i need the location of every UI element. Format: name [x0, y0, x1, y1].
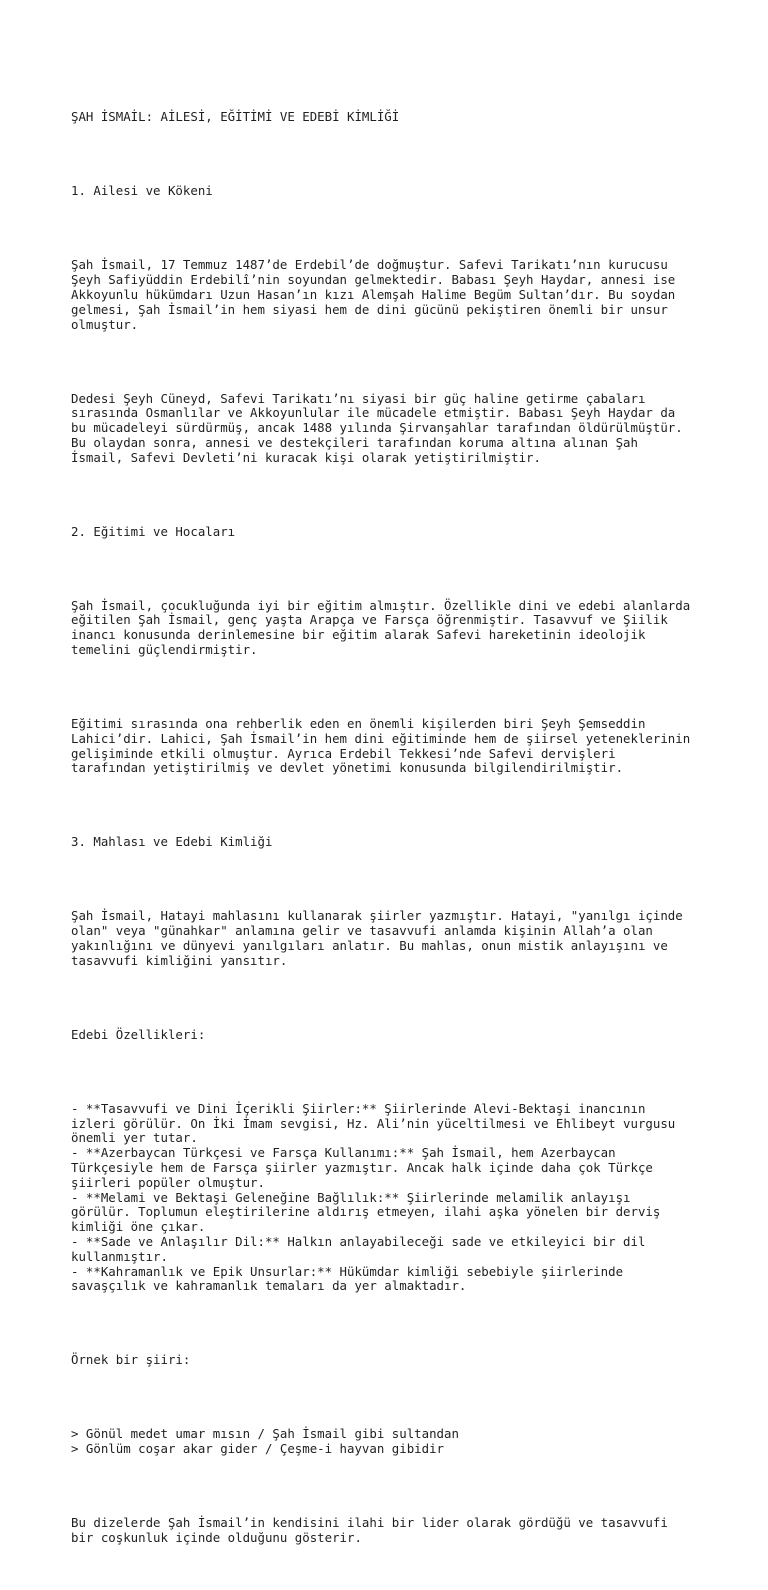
list-item: - **Melami ve Bektaşi Geleneğine Bağlılık:** Şiirlerinde melamilik anlayışı — [71, 1189, 631, 1205]
section-3-heading: 3. Mahlası ve Edebi Kimliği — [71, 834, 273, 850]
features-list: - **Tasavvufi ve Dini İçerikli Şiirler:** Şiirlerinde Alevi-Bektaşi inancının izleri görülür. On İki İmam sevgisi, Hz. Ali’nin yüceltilmesi ve Ehlibeyt vurgusu önemli yer tutar. - **Azerbaycan Türkçesi ve Farsça Kullanımı:** Şah İsmail, hem Azerbaycan Türkçesiyle hem de Farsça şiirler yazmıştır. Ancak halk içinde daha çok Türkçe şiirleri popüler olmuştur. - **Melami ve Bektaşi Geleneğine Bağlılık:** Şiirlerinde melamilik anlayışı görülür. Toplumun eleştirilerine aldırış etmeyen, ilahi aşka yönelen bir derviş kimliği öne çıkar. - **Sade ve Anlaşılır Dil:** Halkın anlayabileceği sade ve etkileyici bir dil kullanmıştır. - **Kahramanlık ve Epik Unsurlar:** Hükümdar kimliği sebebiyle şiirlerinde savaşçılık ve kahramanlık temaları da yer almaktadır. — [71, 1102, 711, 1294]
closing-paragraph: Bu dizelerde Şah İsmail’in kendisini ilahi bir lider olarak gördüğü ve tasavvufi bir coşkunluk içinde olduğunu gösterir. — [71, 1515, 668, 1545]
section-1-paragraph-2: Dedesi Şeyh Cüneyd, Safevi Tarikatı’nı siyasi bir güç haline getirme çabaları sırasında Osmanlılar ve Akkoyunlular ile mücadele etmiştir. Babası Şeyh Haydar da bu mücadeleyi sürdürmüş, ancak 1488 yılında Şirvanşahlar tarafından öldürülmüştür. Bu olaydan sonra, annesi ve destekçileri tarafından koruma altına alınan Şah İsmail, Safevi Devleti’ni kuracak kişi olarak yetiştirilmiştir. — [71, 390, 683, 465]
section-2-paragraph-2: Eğitimi sırasında ona rehberlik eden en önemli kişilerden biri Şeyh Şemseddin Lahici’dir. Lahici, Şah İsmail’in hem dini eğitiminde hem de şiirsel yeteneklerinin gelişiminde etkili olmuştur. Ayrıca Erdebil Tekkesi’nde Safevi dervişleri tarafından yetiştirilmiş ve devlet yönetimi konusunda bilgilendirilmiştir. — [71, 716, 691, 776]
list-item: - **Tasavvufi ve Dini İçerikli Şiirler:** Şiirlerinde Alevi-Bektaşi inancının — [71, 1100, 646, 1116]
poem-quote: > Gönül medet umar mısın / Şah İsmail gibi sultandan > Gönlüm coşar akar gider / Çeşme-i hayvan gibidir — [71, 1426, 459, 1457]
section-2-heading: 2. Eğitimi ve Hocaları — [71, 523, 236, 539]
section-3-paragraph-1: Şah İsmail, Hatayi mahlasını kullanarak şiirler yazmıştır. Hatayi, "yanılgı içinde olan" veya "günahkar" anlamına gelir ve tasavvufi anlamda kişinin Allah’a olan yakınlığını ve dünyevi yanılgıları anlatır. Bu mahlas, onun mistik anlayışını ve tasavvufi kimliğini yansıtır. — [71, 908, 683, 968]
section-2-paragraph-1: Şah İsmail, çocukluğunda iyi bir eğitim almıştır. Özellikle dini ve edebi alanlarda eğitilen Şah İsmail, genç yaşta Arapça ve Farsça öğrenmiştir. Tasavvuf ve Şiilik inancı konusunda derinlemesine bir eğitim alarak Safevi hareketinin ideolojik temelini güçlendirmiştir. — [71, 597, 691, 658]
section-1-heading: 1. Ailesi ve Kökeni — [71, 183, 213, 199]
document-page — [71, 66, 711, 1590]
list-item: - **Azerbaycan Türkçesi ve Farsça Kullanımı:** Şah İsmail, hem Azerbaycan — [71, 1145, 616, 1161]
section-1-paragraph-1: Şah İsmail, 17 Temmuz 1487’de Erdebil’de doğmuştur. Safevi Tarikatı’nın kurucusu Şeyh Safiyüddin Erdebilî’nin soyundan gelmektedir. Babası Şeyh Haydar, annesi ise Akkoyunlu hükümdarı Uzun Hasan’ın kızı Alemşah Halime Begüm Sultan’dır. Bu soydan gelmesi, Şah İsmail’in hem siyasi hem de dini gücünü pekiştiren önemli bir unsur olmuştur. — [71, 257, 676, 332]
list-item: - **Kahramanlık ve Epik Unsurlar:** Hükümdar kimliği sebebiyle şiirlerinde — [71, 1263, 624, 1279]
features-heading: Edebi Özellikleri: — [71, 1026, 206, 1042]
example-heading: Örnek bir şiiri: — [71, 1352, 191, 1368]
list-item: - **Sade ve Anlaşılır Dil:** Halkın anlayabileceği sade ve etkileyici bir dil — [71, 1233, 646, 1249]
document-title: ŞAH İSMAİL: AİLESİ, EĞİTİMİ VE EDEBİ KİMLİĞİ — [71, 109, 400, 125]
